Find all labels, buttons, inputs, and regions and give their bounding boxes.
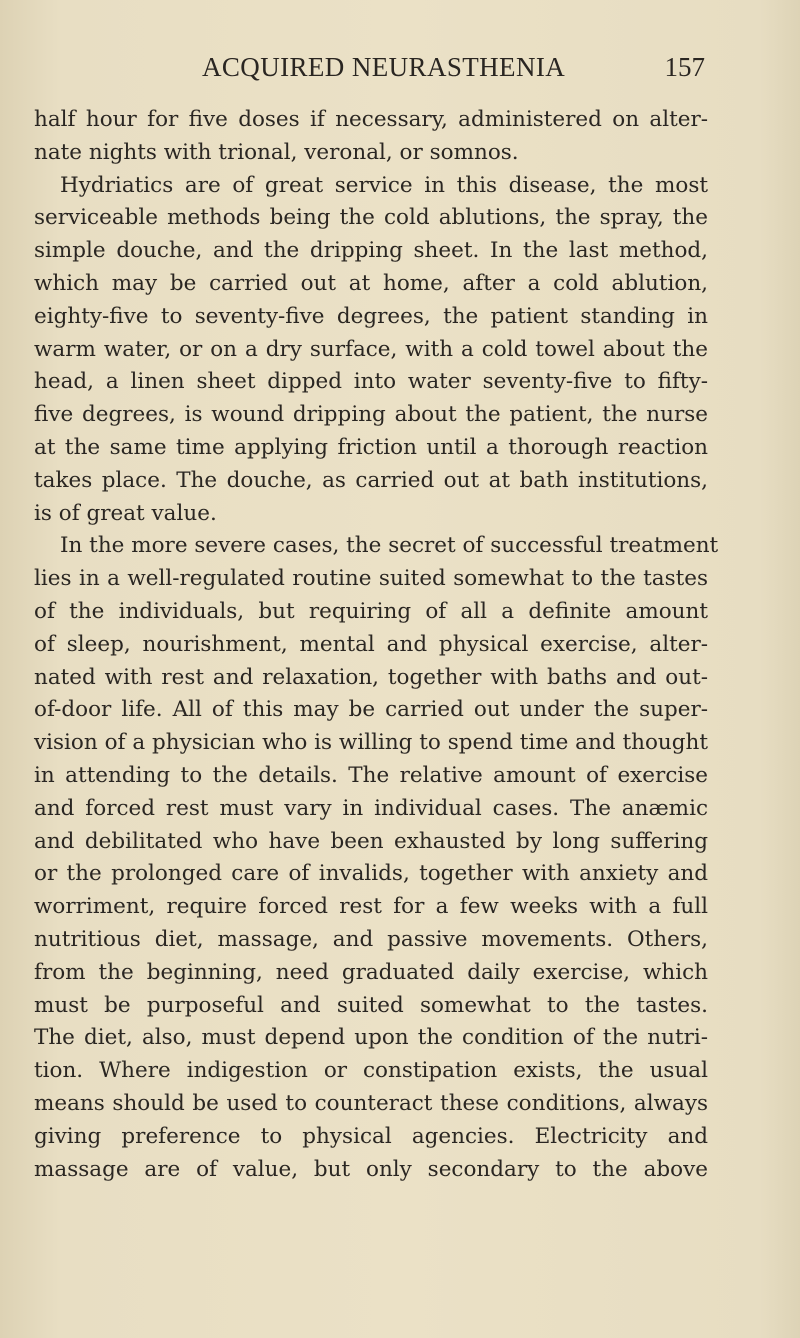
text-line: at the same time applying friction until a thorough reaction	[34, 434, 708, 460]
text-line: vision of a physician who is willing to spend time and thought	[34, 730, 708, 756]
text-line: and debilitated who have been exhausted by long suffering	[34, 828, 708, 854]
text-line: warm water, or on a dry surface, with a cold towel about the	[34, 336, 708, 362]
text-line: simple douche, and the dripping sheet. In the last method,	[34, 238, 708, 264]
page-number: 157	[664, 52, 705, 82]
text-line: worriment, require forced rest for a few weeks with a full	[34, 894, 708, 920]
text-line: In the more severe cases, the secret of successful treatment	[60, 533, 719, 559]
text-line: five degrees, is wound dripping about the patient, the nurse	[34, 402, 708, 428]
text-line: of sleep, nourishment, mental and physical exercise, alter-	[34, 631, 708, 657]
text-line: The diet, also, must depend upon the condition of the nutri-	[34, 1025, 708, 1051]
text-line: which may be carried out at home, after a cold ablution,	[34, 270, 708, 296]
text-line: and forced rest must vary in individual cases. The anæmic	[34, 795, 708, 821]
text-line: massage are of value, but only secondary to the above	[34, 1156, 708, 1182]
text-line: must be purposeful and suited somewhat to the tastes.	[34, 992, 708, 1018]
running-head: ACQUIRED NEURASTHENIA	[202, 52, 566, 82]
text-line: lies in a well-regulated routine suited somewhat to the tastes	[34, 566, 708, 592]
text-line: nated with rest and relaxation, together with baths and out-	[34, 664, 708, 690]
text-line: takes place. The douche, as carried out at bath institutions,	[34, 467, 708, 493]
text-line: of the individuals, but requiring of all a definite amount	[34, 598, 708, 624]
text-line: of-door life. All of this may be carried out under the super-	[34, 697, 708, 723]
body-text	[34, 104, 719, 1186]
text-line: nutritious diet, massage, and passive movements. Others,	[34, 926, 708, 952]
text-line: giving preference to physical agencies. Electricity and	[34, 1123, 708, 1149]
text-line: eighty-five to seventy-five degrees, the patient standing in	[34, 303, 708, 329]
page-header	[0, 52, 800, 92]
text-line: or the prolonged care of invalids, together with anxiety and	[34, 861, 708, 887]
text-line: serviceable methods being the cold ablutions, the spray, the	[34, 205, 708, 231]
text-line: nate nights with trional, veronal, or somnos.	[34, 139, 519, 165]
text-line: in attending to the details. The relative amount of exercise	[34, 762, 708, 788]
text-line: tion. Where indigestion or constipation exists, the usual	[34, 1058, 708, 1084]
text-line: from the beginning, need graduated daily exercise, which	[34, 959, 708, 985]
text-line: half hour for five doses if necessary, administered on alter-	[34, 107, 708, 132]
text-line: head, a linen sheet dipped into water seventy-five to fifty-	[34, 369, 708, 395]
text-line: is of great value.	[34, 500, 217, 526]
text-line: Hydriatics are of great service in this disease, the most	[60, 172, 708, 198]
text-line: means should be used to counteract these conditions, always	[34, 1090, 708, 1116]
